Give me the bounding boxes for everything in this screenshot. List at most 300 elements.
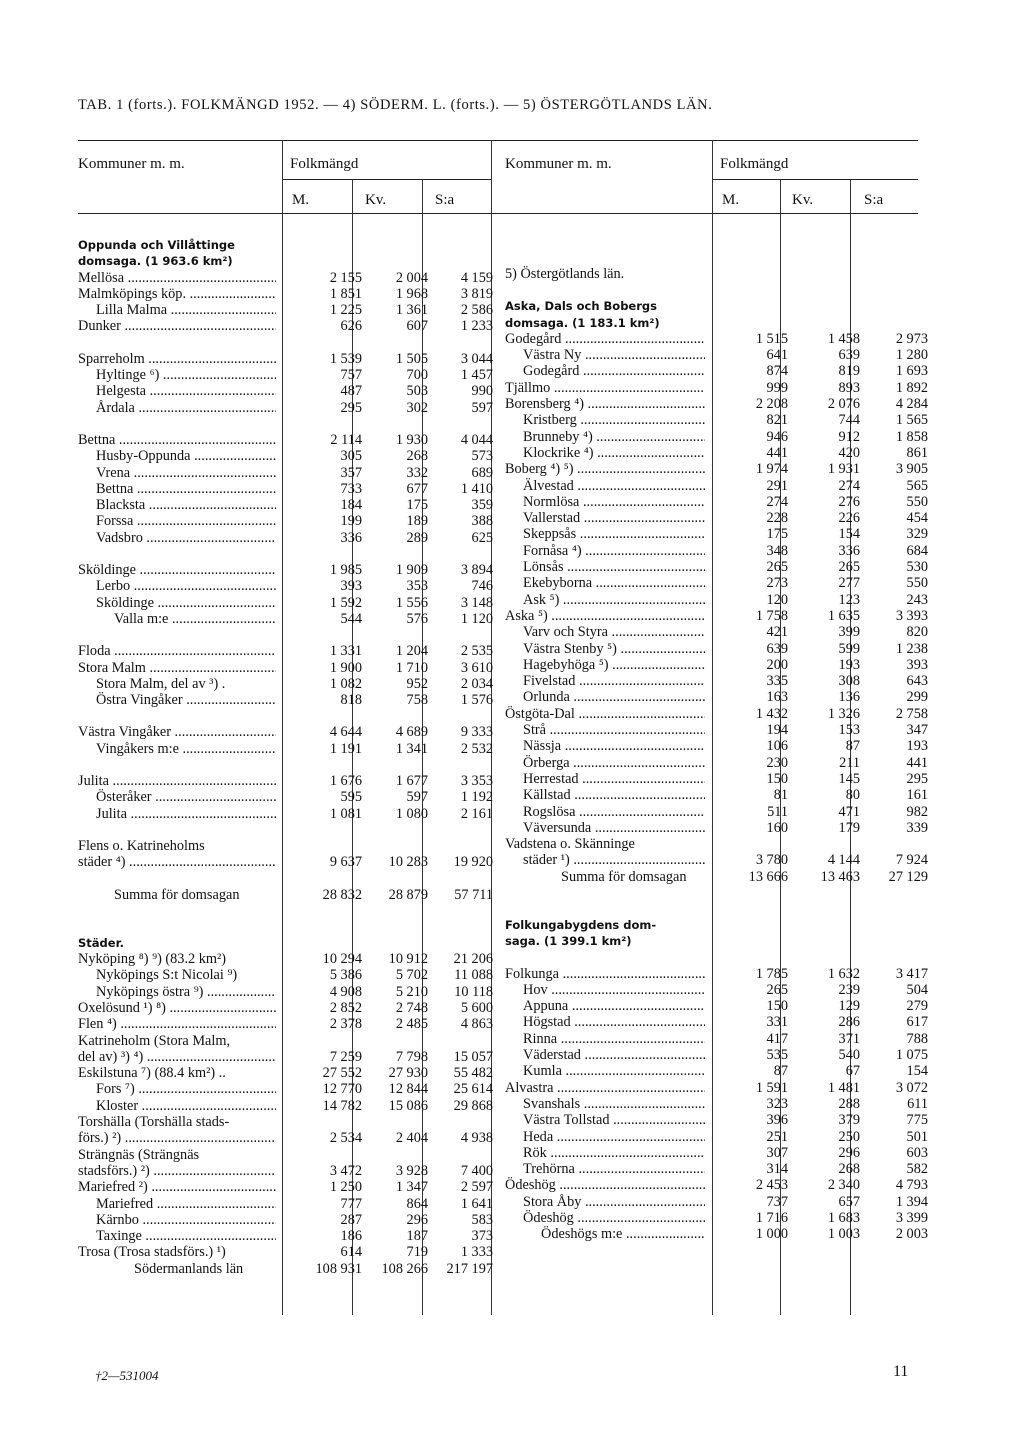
cell-sa: 4 938 (460, 1130, 493, 1147)
cell-sa: 1 565 (895, 412, 928, 429)
cell-m: 1 785 (755, 965, 788, 982)
cell-kv: 1 677 (395, 773, 428, 790)
table-row (78, 562, 493, 579)
col-m-left: M. (292, 192, 310, 208)
print-code: †2—531004 (95, 1368, 159, 1383)
cell-kv: 3 928 (395, 1162, 428, 1179)
row-label: förs.) ²) ..... (78, 1130, 276, 1146)
row-label: Sparreholm ..... (78, 351, 276, 367)
row-label: Blacksta ..... (96, 497, 276, 513)
cell-sa: 684 (906, 542, 928, 559)
cell-sa: 617 (906, 1014, 928, 1031)
row-gap (78, 546, 490, 562)
row-gap (78, 708, 490, 724)
table-row (78, 1162, 493, 1179)
cell-sa: 441 (906, 754, 928, 771)
cell-m: 818 (340, 692, 362, 709)
cell-kv: 302 (406, 399, 428, 416)
row-label: Lilla Malma ..... (96, 302, 276, 318)
table-row (505, 444, 928, 461)
table-row (78, 1016, 493, 1033)
cell-kv: 87 (845, 738, 860, 755)
cell-kv: 1 347 (395, 1179, 428, 1196)
cell-m: 1 191 (329, 740, 362, 757)
cell-kv: 399 (838, 624, 860, 641)
cell-sa: 582 (906, 1161, 928, 1178)
row-label: Mellösa ..... (78, 270, 276, 286)
cell-sa: 10 118 (454, 983, 493, 1000)
cell-m: 230 (766, 754, 788, 771)
row-label: Fors ⁷) ..... (96, 1081, 276, 1097)
table-row (78, 318, 493, 335)
row-label: del av) ³) ⁴) ..... (78, 1049, 276, 1065)
row-label: Strängnäs (Strängnäs (78, 1146, 200, 1163)
row-label: Svanshals ..... (523, 1096, 705, 1112)
cell-m: 108 931 (315, 1260, 362, 1277)
row-label: Kumla ..... (523, 1063, 705, 1079)
row-label: Valla m:e ..... (114, 611, 276, 627)
cell-sa: 597 (471, 399, 493, 416)
cell-m: 7 259 (329, 1048, 362, 1065)
row-label: Väversunda ..... (523, 820, 705, 836)
row-label: städer ⁴) ..... (78, 854, 276, 870)
cell-kv: 187 (406, 1228, 428, 1245)
row-label: Rök ..... (523, 1145, 705, 1161)
row-label: Bettna ..... (78, 432, 276, 448)
table-row (505, 787, 928, 804)
cell-kv: 700 (406, 367, 428, 384)
table-row (78, 692, 493, 709)
cell-kv: 336 (838, 542, 860, 559)
cell-sa: 193 (906, 738, 928, 755)
cell-kv: 1 458 (827, 330, 860, 347)
row-gap (505, 282, 925, 298)
table-row (505, 575, 928, 592)
cell-m: 307 (766, 1144, 788, 1161)
cell-kv: 1 968 (395, 285, 428, 302)
cell-m: 106 (766, 738, 788, 755)
cell-kv: 10 912 (388, 951, 428, 968)
cell-m: 305 (340, 448, 362, 465)
row-label: Katrineholm (Stora Malm, (78, 1032, 231, 1049)
section-heading (505, 917, 925, 933)
row-label: saga. (1 399.1 km²) (505, 934, 632, 949)
row-label: Vallerstad ..... (523, 510, 705, 526)
cell-kv: 893 (838, 379, 860, 396)
cell-sa: 454 (906, 510, 928, 527)
cell-kv: 576 (406, 610, 428, 627)
cell-m: 511 (767, 803, 788, 820)
row-label: Julita ..... (96, 806, 276, 822)
row-label: Hagebyhöga ⁵) ..... (523, 657, 705, 673)
cell-sa: 29 868 (453, 1097, 493, 1114)
row-label: Helgesta ..... (96, 383, 276, 399)
cell-m: 194 (766, 722, 788, 739)
cell-kv: 2 004 (395, 269, 428, 286)
cell-kv: 13 463 (820, 868, 860, 885)
cell-sa: 1 892 (895, 379, 928, 396)
table-row (78, 285, 493, 302)
cell-sa: 550 (906, 575, 928, 592)
cell-sa: 565 (906, 477, 928, 494)
cell-kv: 371 (838, 1030, 860, 1047)
cell-sa: 2 586 (460, 302, 493, 319)
table-row (505, 526, 928, 543)
row-label: Vingåkers m:e ..... (96, 741, 276, 757)
row-label: Städer. (78, 935, 124, 950)
row-label: Alvastra ..... (505, 1080, 705, 1096)
row-label: Västra Stenby ⁵) ..... (523, 641, 705, 657)
cell-sa: 5 600 (460, 999, 493, 1016)
row-label: Floda ..... (78, 643, 276, 659)
cell-m: 393 (340, 578, 362, 595)
table-row (78, 302, 493, 319)
cell-kv: 607 (406, 318, 428, 335)
cell-kv: 599 (838, 640, 860, 657)
row-label: Strå ..... (523, 722, 705, 738)
table-row (505, 1226, 928, 1243)
cell-m: 1 591 (755, 1079, 788, 1096)
row-label: Husby-Oppunda ..... (96, 448, 276, 464)
cell-sa: 1 075 (895, 1047, 928, 1064)
table-row (78, 1179, 493, 1196)
row-label: Källstad ..... (523, 787, 705, 803)
cell-sa: 820 (906, 624, 928, 641)
row-label: Sköldinge ..... (78, 562, 276, 578)
col-kommuner-left: Kommuner m. m. (78, 156, 185, 172)
table-row (78, 367, 493, 384)
table-row (505, 1014, 928, 1031)
cell-kv: 308 (838, 673, 860, 690)
row-label: Lerbo ..... (96, 578, 276, 594)
row-label: Bettna ..... (96, 481, 276, 497)
cell-kv: 175 (406, 497, 428, 514)
cell-kv: 268 (406, 448, 428, 465)
cell-sa: 55 482 (453, 1065, 493, 1082)
cell-sa: 573 (471, 448, 493, 465)
table-row (78, 789, 493, 806)
table-row (78, 578, 493, 595)
row-label: Västra Tollstad ..... (523, 1112, 705, 1128)
cell-sa: 689 (471, 464, 493, 481)
cell-m: 12 770 (322, 1081, 362, 1098)
table-row (505, 266, 925, 282)
cell-kv: 7 798 (395, 1048, 428, 1065)
cell-sa: 4 159 (460, 269, 493, 286)
table-row (505, 493, 928, 510)
row-gap (505, 901, 925, 917)
cell-sa: 2 003 (895, 1226, 928, 1243)
cell-kv: 211 (839, 754, 860, 771)
cell-kv: 657 (838, 1193, 860, 1210)
cell-sa: 295 (906, 770, 928, 787)
cell-m: 1 539 (329, 350, 362, 367)
cell-m: 2 155 (329, 269, 362, 286)
cell-kv: 2 076 (827, 396, 860, 413)
cell-sa: 3 148 (460, 594, 493, 611)
cell-sa: 243 (906, 591, 928, 608)
cell-m: 251 (766, 1128, 788, 1145)
cell-m: 28 832 (322, 886, 362, 903)
cell-sa: 3 905 (895, 461, 928, 478)
row-label: Vadsbro ..... (96, 530, 276, 546)
row-gap (78, 903, 490, 919)
cell-sa: 57 711 (454, 886, 493, 903)
cell-kv: 136 (838, 689, 860, 706)
row-label: Nyköpings S:t Nicolai ⁹) (96, 967, 238, 984)
row-label: Väderstad ..... (523, 1047, 705, 1063)
row-label: Vrena ..... (96, 465, 276, 481)
cell-m: 874 (766, 363, 788, 380)
cell-kv: 1 505 (395, 350, 428, 367)
row-label: Folkunga ..... (505, 966, 705, 982)
cell-sa: 299 (906, 689, 928, 706)
col-sa-right: S:a (864, 192, 884, 208)
row-label: Kloster ..... (96, 1098, 276, 1114)
col-folkmangd-right: Folkmängd (720, 156, 789, 172)
row-label: Aska ⁵) ..... (505, 608, 705, 624)
cell-kv: 80 (845, 787, 860, 804)
cell-kv: 2 485 (395, 1016, 428, 1033)
cell-kv: 1 341 (395, 740, 428, 757)
cell-kv: 2 748 (395, 999, 428, 1016)
cell-m: 1 676 (329, 773, 362, 790)
cell-kv: 296 (838, 1144, 860, 1161)
col-kv-right: Kv. (792, 192, 814, 208)
row-label: stadsförs.) ²) ..... (78, 1163, 276, 1179)
cell-m: 291 (766, 477, 788, 494)
cell-sa: 501 (906, 1128, 928, 1145)
cell-kv: 1 931 (827, 461, 860, 478)
cell-kv: 912 (838, 428, 860, 445)
cell-m: 487 (340, 383, 362, 400)
cell-kv: 758 (406, 692, 428, 709)
cell-m: 287 (340, 1211, 362, 1228)
table-row (505, 330, 928, 347)
cell-m: 2 453 (755, 1177, 788, 1194)
row-label: Hyltinge ⁶) ..... (96, 367, 276, 383)
cell-sa: 1 858 (895, 428, 928, 445)
cell-kv: 265 (838, 559, 860, 576)
row-label: Rogslösa ..... (523, 804, 705, 820)
table-row (505, 673, 928, 690)
cell-kv: 1 003 (827, 1226, 860, 1243)
cell-m: 150 (766, 998, 788, 1015)
row-label: Summa för domsagan (114, 886, 240, 903)
cell-kv: 296 (406, 1211, 428, 1228)
cell-sa: 217 197 (446, 1260, 493, 1277)
cell-m: 2 208 (755, 396, 788, 413)
cell-m: 1 250 (329, 1179, 362, 1196)
cell-kv: 1 361 (395, 302, 428, 319)
row-label: Västra Vingåker ..... (78, 724, 276, 740)
table-row (505, 1030, 928, 1047)
cell-sa: 2 597 (460, 1179, 493, 1196)
row-label: Fornåsa ⁴) ..... (523, 543, 705, 559)
table-row (78, 464, 493, 481)
table-row (505, 819, 928, 836)
table-row (78, 967, 493, 984)
left-table-body (78, 237, 493, 1277)
table-row (505, 1177, 928, 1194)
row-label: Klockrike ⁴) ..... (523, 445, 705, 461)
table-row (78, 854, 493, 871)
cell-sa: 279 (906, 998, 928, 1015)
cell-kv: 1 204 (395, 643, 428, 660)
cell-m: 265 (766, 981, 788, 998)
table-row (505, 510, 928, 527)
cell-m: 1 900 (329, 659, 362, 676)
table-row (78, 529, 493, 546)
table-row (505, 542, 928, 559)
row-label: Aska, Dals och Bobergs (505, 299, 657, 314)
cell-sa: 982 (906, 803, 928, 820)
row-label: Österåker ..... (96, 789, 276, 805)
table-row (505, 1047, 928, 1064)
cell-kv: 1 909 (395, 562, 428, 579)
row-label: Hov ..... (523, 982, 705, 998)
row-label: Lönsås ..... (523, 559, 705, 575)
cell-m: 1 082 (329, 675, 362, 692)
sub-rule-right (712, 179, 918, 180)
cell-kv: 129 (838, 998, 860, 1015)
cell-sa: 1 457 (460, 367, 493, 384)
cell-sa: 4 793 (895, 1177, 928, 1194)
cell-m: 2 378 (329, 1016, 362, 1033)
cell-m: 160 (766, 819, 788, 836)
cell-m: 595 (340, 789, 362, 806)
table-row (505, 689, 928, 706)
cell-m: 10 294 (322, 951, 362, 968)
table-row (505, 624, 928, 641)
row-label: Kärnbo ..... (96, 1212, 276, 1228)
row-label: Högstad ..... (523, 1014, 705, 1030)
cell-sa: 9 333 (460, 724, 493, 741)
row-gap (505, 950, 925, 966)
cell-m: 335 (766, 673, 788, 690)
cell-m: 4 908 (329, 983, 362, 1000)
table-row (78, 951, 493, 968)
top-rule (78, 140, 918, 141)
table-row (78, 399, 493, 416)
row-label: Trosa (Trosa stadsförs.) ¹) (78, 1244, 226, 1261)
cell-sa: 393 (906, 656, 928, 673)
cell-sa: 1 641 (460, 1195, 493, 1212)
cell-kv: 123 (838, 591, 860, 608)
table-row (78, 448, 493, 465)
table-row (78, 480, 493, 497)
section-heading (78, 237, 490, 253)
row-label: Ekebyborna ..... (523, 575, 705, 591)
cell-m: 5 386 (329, 967, 362, 984)
cell-sa: 625 (471, 529, 493, 546)
cell-kv: 193 (838, 656, 860, 673)
table-row (505, 656, 928, 673)
cell-kv: 819 (838, 363, 860, 380)
cell-sa: 611 (907, 1095, 928, 1112)
cell-kv: 108 266 (381, 1260, 428, 1277)
table-row (78, 1260, 493, 1277)
table-row (78, 1081, 493, 1098)
cell-kv: 1 930 (395, 431, 428, 448)
cell-m: 27 552 (322, 1065, 362, 1082)
cell-m: 421 (766, 624, 788, 641)
section-heading (505, 298, 925, 314)
cell-m: 1 331 (329, 643, 362, 660)
table-row (78, 805, 493, 822)
cell-m: 544 (340, 610, 362, 627)
row-label: Södermanlands län (134, 1260, 244, 1277)
row-label: Godegård ..... (523, 363, 705, 379)
table-row (505, 965, 928, 982)
row-label: domsaga. (1 183.1 km²) (505, 315, 660, 330)
row-label: Östgöta-Dal ..... (505, 706, 705, 722)
cell-sa: 3 610 (460, 659, 493, 676)
cell-kv: 67 (845, 1063, 860, 1080)
table-row (78, 1130, 493, 1147)
table-row (78, 513, 493, 530)
cell-m: 396 (766, 1112, 788, 1129)
section-heading (78, 935, 490, 951)
cell-kv: 154 (838, 526, 860, 543)
row-gap (78, 822, 490, 838)
table-row (505, 770, 928, 787)
cell-kv: 189 (406, 513, 428, 530)
cell-sa: 861 (906, 444, 928, 461)
table-row (78, 1033, 490, 1049)
cell-sa: 1 238 (895, 640, 928, 657)
table-row (78, 1114, 490, 1130)
row-label: Oxelösund ¹) ⁸) ..... (78, 1000, 276, 1016)
cell-m: 81 (773, 787, 788, 804)
cell-kv: 864 (406, 1195, 428, 1212)
cell-kv: 471 (838, 803, 860, 820)
table-row (78, 1228, 493, 1245)
row-label: Sköldinge ..... (96, 595, 276, 611)
cell-kv: 4 144 (827, 852, 860, 869)
table-row (78, 643, 493, 660)
col-folkmangd-left: Folkmängd (290, 156, 359, 172)
row-gap (505, 885, 925, 901)
table-row (505, 607, 928, 624)
table-row (505, 1144, 928, 1161)
col-sa-left: S:a (435, 192, 455, 208)
cell-m: 14 782 (322, 1097, 362, 1114)
cell-m: 737 (766, 1193, 788, 1210)
cell-kv: 27 930 (388, 1065, 428, 1082)
row-label: Årdala ..... (96, 400, 276, 416)
cell-m: 2 534 (329, 1130, 362, 1147)
cell-kv: 239 (838, 981, 860, 998)
row-label: Orlunda ..... (523, 689, 705, 705)
cell-kv: 1 683 (827, 1210, 860, 1227)
table-row (505, 722, 928, 739)
cell-m: 1 592 (329, 594, 362, 611)
cell-sa: 7 400 (460, 1162, 493, 1179)
cell-kv: 250 (838, 1128, 860, 1145)
row-label: Godegård ..... (505, 331, 705, 347)
row-label: Torshälla (Torshälla stads- (78, 1114, 230, 1131)
row-label: Eskilstuna ⁷) (88.4 km²) .. (78, 1065, 226, 1082)
cell-kv: 5 702 (395, 967, 428, 984)
cell-sa: 530 (906, 559, 928, 576)
row-label: Flens o. Katrineholms (78, 837, 205, 854)
cell-m: 295 (340, 399, 362, 416)
table-row (78, 1097, 493, 1114)
cell-kv: 420 (838, 444, 860, 461)
cell-m: 357 (340, 464, 362, 481)
row-gap (78, 919, 490, 935)
